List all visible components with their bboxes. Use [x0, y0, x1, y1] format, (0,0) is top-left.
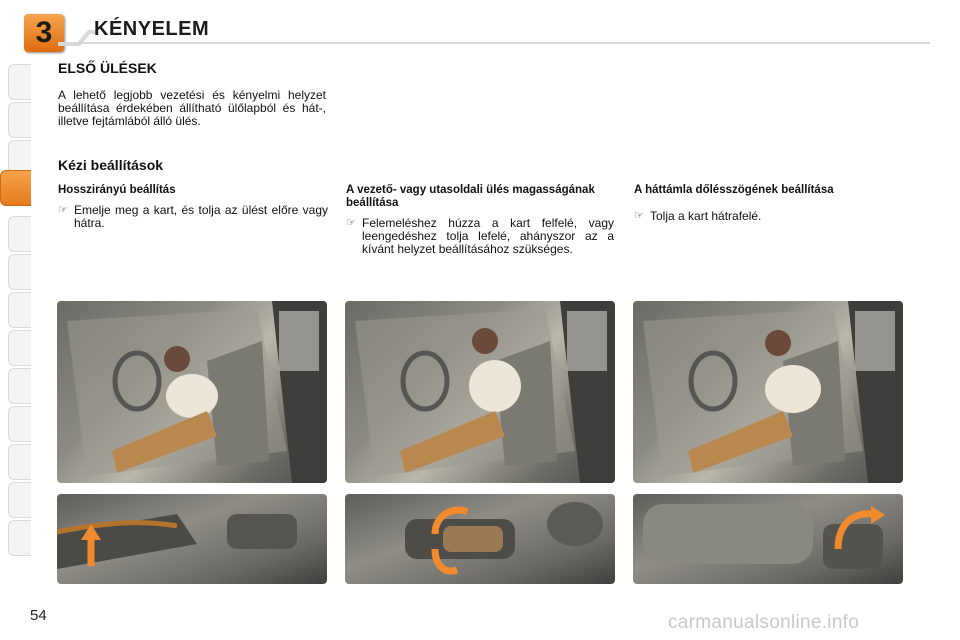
column-heading: Hosszirányú beállítás	[58, 184, 176, 196]
chapter-tab-active[interactable]	[0, 170, 31, 206]
chapter-tab[interactable]	[8, 444, 31, 480]
instruction-text: Emelje meg a kart, és tolja az ülést előre vagy hátra.	[74, 203, 328, 230]
chapter-tab-strip	[0, 64, 30, 576]
instruction-item	[58, 204, 328, 230]
arrow-bullet-icon: ☞	[58, 204, 68, 216]
arrow-bullet-icon: ☞	[634, 210, 644, 222]
chapter-tab[interactable]	[8, 292, 31, 328]
watermark: carmanualsonline.info	[668, 612, 860, 633]
lever-detail-longitudinal	[57, 494, 327, 584]
arrow-bullet-icon: ☞	[346, 217, 356, 229]
chapter-tab[interactable]	[8, 406, 31, 442]
instruction-text: Felemeléshez húzza a kart felfelé, vagy leengedéshez tolja lefelé, ahányszor az a kívánt helyzet beállításához szükséges.	[362, 216, 614, 256]
chapter-tab[interactable]	[8, 482, 31, 518]
section-title: ELSŐ ÜLÉSEK	[58, 60, 157, 76]
column-heading: A vezető- vagy utasoldali ülés magasságának beállítása	[346, 184, 595, 209]
instruction-item	[634, 210, 904, 223]
seat-illustration-backrest	[633, 301, 903, 483]
seat-illustration-longitudinal	[57, 301, 327, 483]
chapter-tab[interactable]	[8, 254, 31, 290]
seat-illustration-height	[345, 301, 615, 483]
column-heading: A háttámla dőlésszögének beállítása	[634, 184, 834, 196]
header-rule	[78, 42, 930, 44]
lever-detail-height	[345, 494, 615, 584]
intro-paragraph: A lehető legjobb vezetési és kényelmi helyzet beállítása érdekében állítható ülőlapból és hát-, illetve fejtámlából álló ülés.	[58, 88, 326, 128]
instruction-item	[346, 217, 614, 256]
chapter-tab[interactable]	[8, 330, 31, 366]
chapter-tab[interactable]	[8, 368, 31, 404]
chapter-tab[interactable]	[8, 520, 31, 556]
lever-detail-backrest	[633, 494, 903, 584]
subsection-title: Kézi beállítások	[58, 157, 164, 173]
instruction-text: Tolja a kart hátrafelé.	[650, 209, 762, 223]
chapter-number-badge: 3	[24, 14, 64, 52]
page-title: KÉNYELEM	[94, 18, 210, 40]
chapter-tab[interactable]	[8, 216, 31, 252]
page-number: 54	[30, 607, 47, 624]
chapter-tab[interactable]	[8, 102, 31, 138]
chapter-tab[interactable]	[8, 64, 31, 100]
